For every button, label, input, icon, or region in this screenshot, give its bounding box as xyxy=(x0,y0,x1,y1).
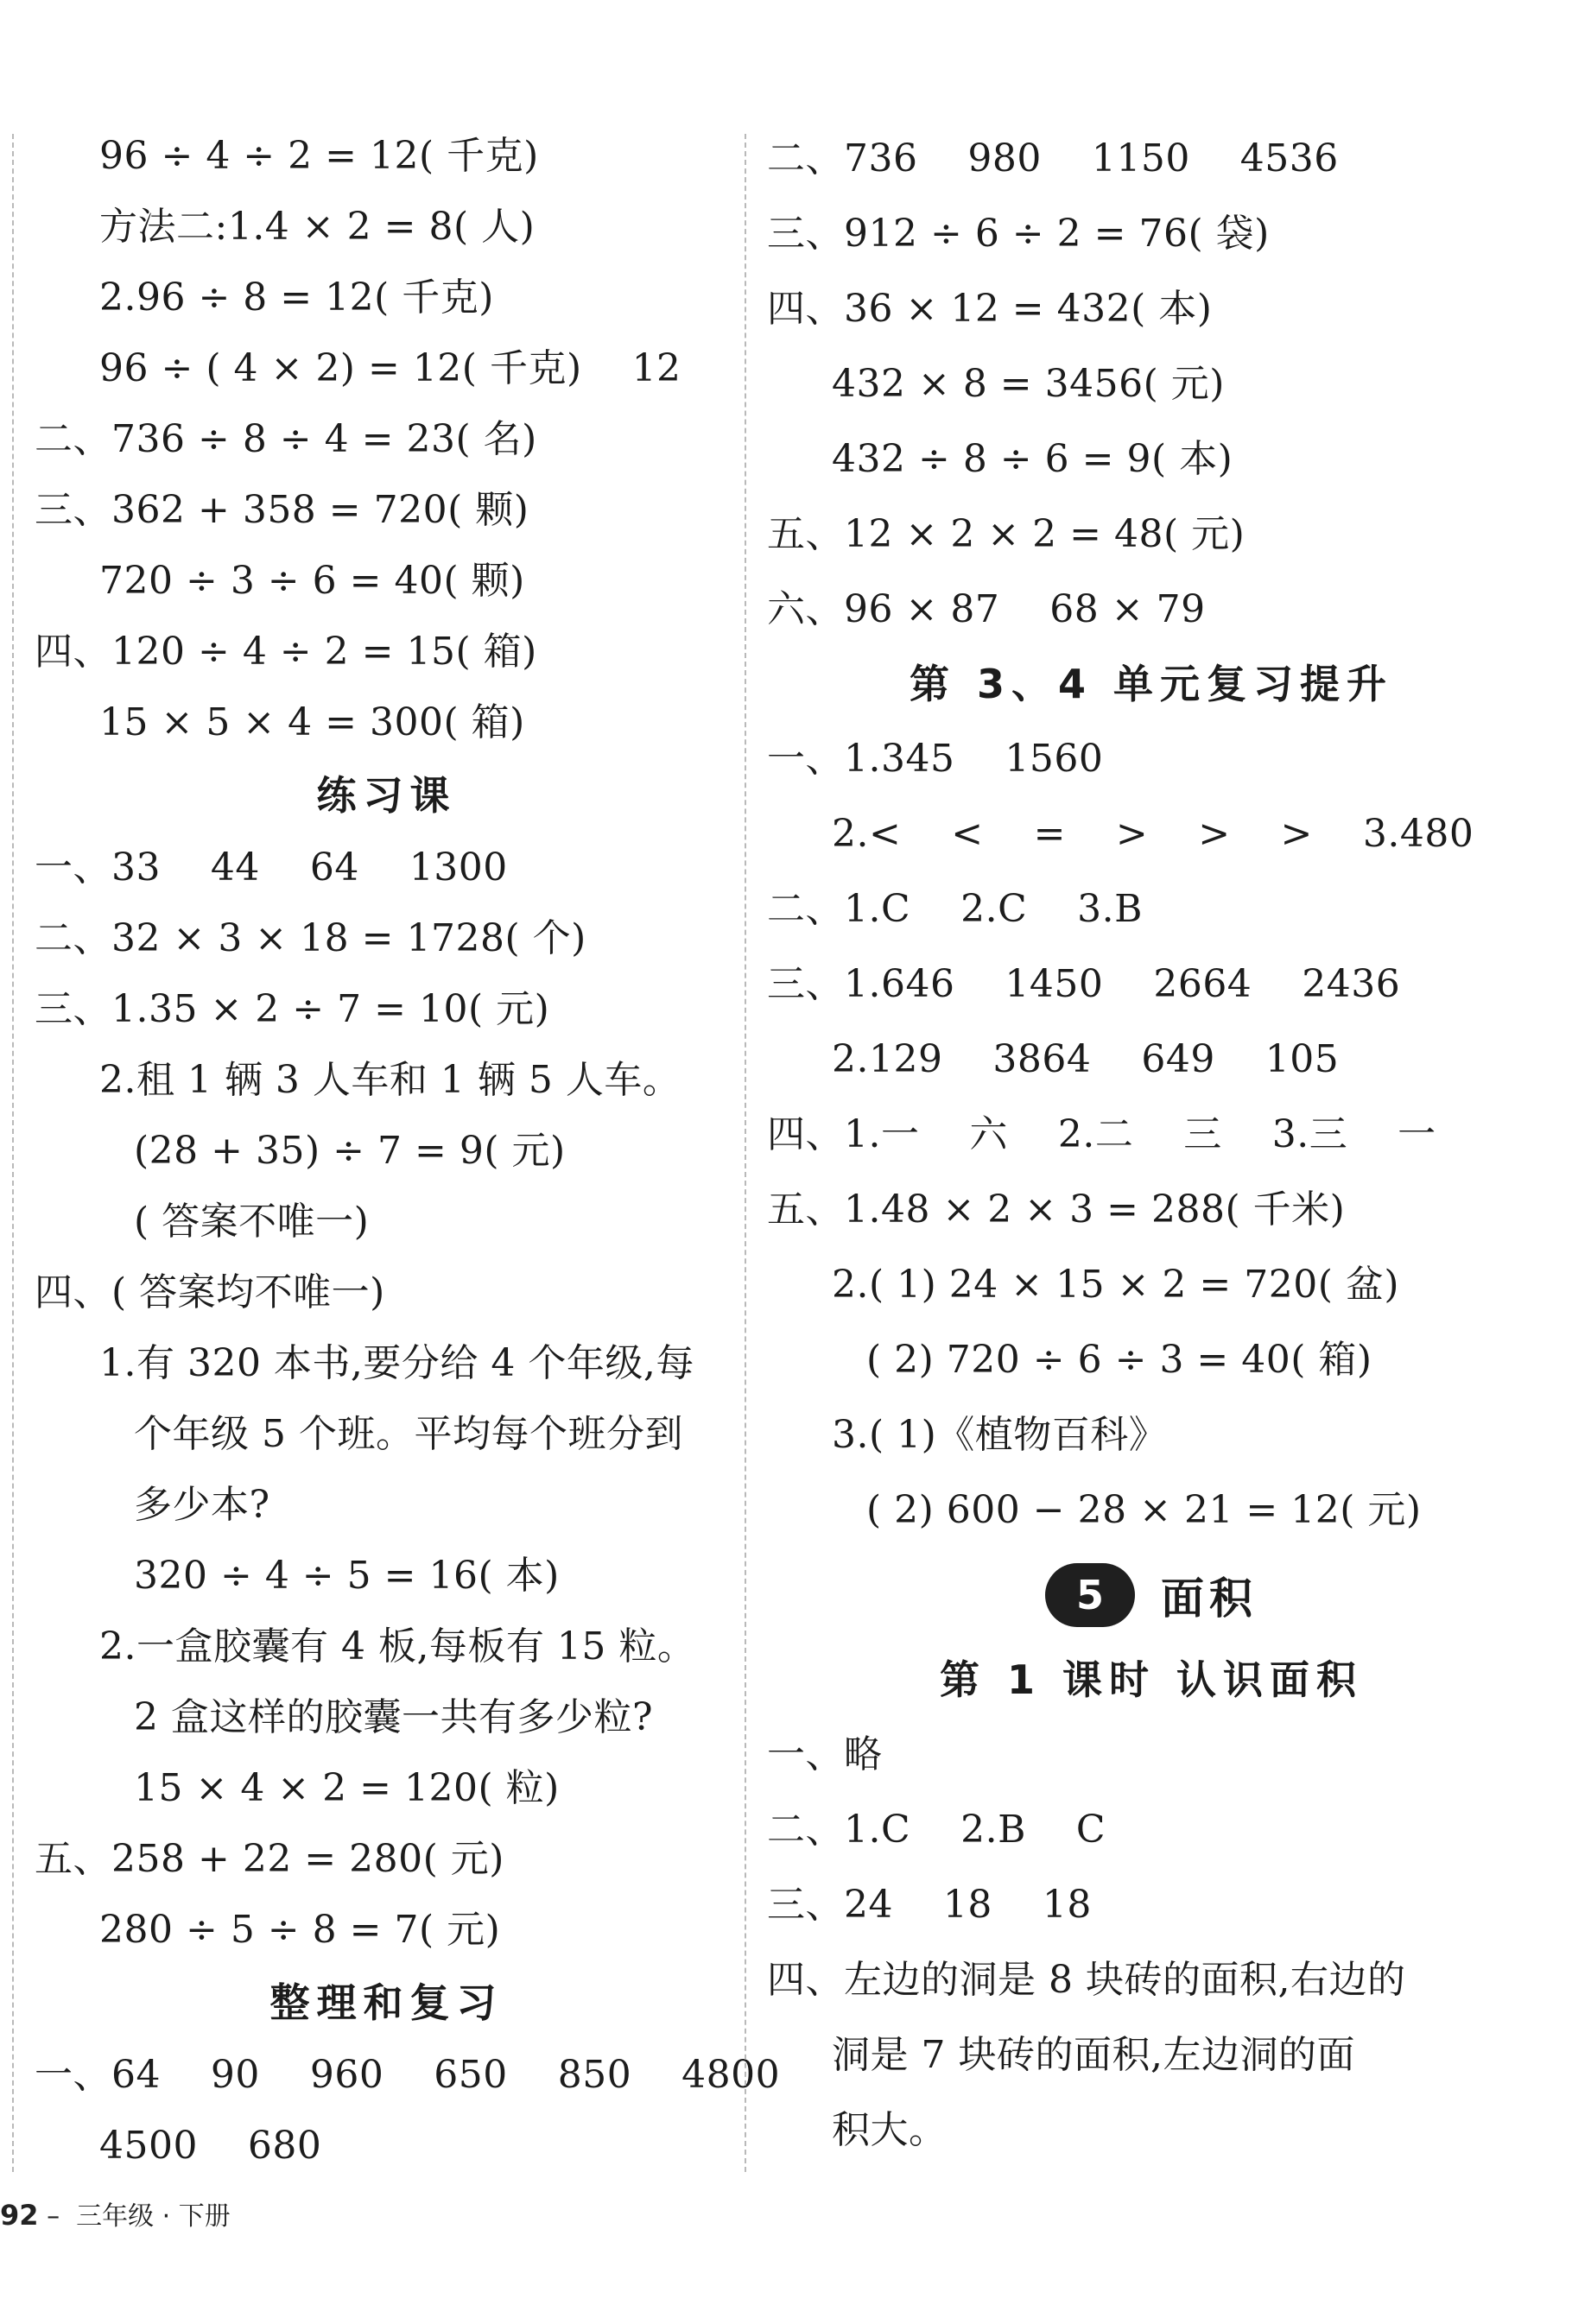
answer-line: ( 2) 600 − 28 × 21 = 12( 元) xyxy=(866,1488,1422,1532)
answer-line: 四、36 × 12 = 432( 本) xyxy=(767,287,1213,331)
answer-line: 2.一盒胶囊有 4 板,每板有 15 粒。 xyxy=(99,1624,696,1669)
section-heading: 第 1 课时 认识面积 xyxy=(939,1656,1364,1703)
section-heading: 第 3、4 单元复习提升 xyxy=(909,661,1394,707)
answer-line: 六、96 × 87 68 × 79 xyxy=(767,587,1206,631)
answer-line: 2.129 3864 649 105 xyxy=(832,1037,1340,1081)
answer-line: 三、1.35 × 2 ÷ 7 = 10( 元) xyxy=(35,987,550,1031)
answer-line: 15 × 4 × 2 = 120( 粒) xyxy=(134,1766,560,1810)
answer-line: 方法二:1.4 × 2 = 8( 人) xyxy=(99,205,536,249)
answer-line: 洞是 7 块砖的面积,左边洞的面 xyxy=(832,2033,1355,2077)
answer-line: 一、略 xyxy=(767,1732,883,1776)
answer-line: 五、12 × 2 × 2 = 48( 元) xyxy=(767,512,1246,556)
answer-line: 280 ÷ 5 ÷ 8 = 7( 元) xyxy=(99,1908,501,1952)
left-column xyxy=(35,121,781,2182)
answer-line: 二、1.C 2.B C xyxy=(767,1808,1106,1852)
unit-heading xyxy=(767,1548,1536,1643)
answer-line: ( 2) 720 ÷ 6 ÷ 3 = 40( 箱) xyxy=(866,1338,1372,1382)
answer-line: 三、912 ÷ 6 ÷ 2 = 76( 袋) xyxy=(767,212,1270,256)
answer-line: 2 盒这样的胶囊一共有多少粒? xyxy=(134,1695,654,1739)
answer-line: 多少本? xyxy=(134,1483,270,1527)
answer-line: (28 + 35) ÷ 7 = 9( 元) xyxy=(134,1129,566,1173)
unit-number-badge: 5 xyxy=(1045,1563,1135,1627)
answer-line: 五、1.48 × 2 × 3 = 288( 千米) xyxy=(767,1187,1346,1232)
page-number: 92 xyxy=(0,2199,39,2232)
answer-line: 320 ÷ 4 ÷ 5 = 16( 本) xyxy=(134,1554,560,1598)
answer-line: 一、33 44 64 1300 xyxy=(35,845,508,890)
answer-line: 四、1.一 六 2.二 三 3.三 一 xyxy=(767,1112,1436,1156)
footer-separator: – xyxy=(38,2201,77,2232)
answer-line: 四、左边的洞是 8 块砖的面积,右边的 xyxy=(767,1958,1406,2002)
answer-line: 三、1.646 1450 2664 2436 xyxy=(767,962,1401,1006)
unit-title: 面积 xyxy=(1161,1574,1258,1624)
book-label: 三年级 · 下册 xyxy=(76,2201,231,2232)
answer-line: 96 ÷ ( 4 × 2) = 12( 千克) 12 xyxy=(99,346,681,390)
section-heading: 整理和复习 xyxy=(269,1979,504,2026)
answer-line: 432 × 8 = 3456( 元) xyxy=(832,362,1225,406)
answer-line: 二、736 ÷ 8 ÷ 4 = 23( 名) xyxy=(35,417,537,461)
answer-line: 四、( 答案均不唯一) xyxy=(35,1270,385,1314)
answer-line: 四、120 ÷ 4 ÷ 2 = 15( 箱) xyxy=(35,630,537,674)
left-margin-rule xyxy=(12,134,14,2172)
answer-line: 432 ÷ 8 ÷ 6 = 9( 本) xyxy=(832,437,1233,481)
page-footer xyxy=(0,2194,231,2237)
answer-line: 积大。 xyxy=(832,2108,948,2152)
answer-line: 3.( 1)《植物百科》 xyxy=(832,1413,1168,1457)
answer-line: ( 答案不唯一) xyxy=(134,1200,370,1244)
answer-line: 二、736 980 1150 4536 xyxy=(767,136,1339,180)
column-divider xyxy=(745,134,746,2172)
answer-line: 二、32 × 3 × 18 = 1728( 个) xyxy=(35,916,586,960)
section-heading: 练习课 xyxy=(316,772,457,819)
answer-line: 4500 680 xyxy=(99,2124,322,2168)
answer-line: 一、64 90 960 650 850 4800 xyxy=(35,2053,781,2097)
answer-line: 2.96 ÷ 8 = 12( 千克) xyxy=(99,275,494,320)
answer-line: 2.< < = > > > 3.480 xyxy=(832,812,1474,856)
answer-line: 二、1.C 2.C 3.B xyxy=(767,887,1143,931)
answer-line: 三、362 + 358 = 720( 颗) xyxy=(35,488,529,532)
answer-line: 720 ÷ 3 ÷ 6 = 40( 颗) xyxy=(99,559,525,603)
answer-line: 一、1.345 1560 xyxy=(767,737,1104,781)
answer-line: 2.租 1 辆 3 人车和 1 辆 5 人车。 xyxy=(99,1058,681,1102)
answer-line: 五、258 + 22 = 280( 元) xyxy=(35,1837,504,1881)
answer-line: 2.( 1) 24 × 15 × 2 = 720( 盆) xyxy=(832,1263,1400,1307)
answer-line: 15 × 5 × 4 = 300( 箱) xyxy=(99,700,525,744)
answer-line: 个年级 5 个班。平均每个班分到 xyxy=(134,1412,683,1456)
right-column xyxy=(767,121,1536,2168)
answer-line: 三、24 18 18 xyxy=(767,1883,1092,1927)
answer-line: 96 ÷ 4 ÷ 2 = 12( 千克) xyxy=(99,134,539,178)
answer-line: 1.有 320 本书,要分给 4 个年级,每 xyxy=(99,1341,694,1385)
